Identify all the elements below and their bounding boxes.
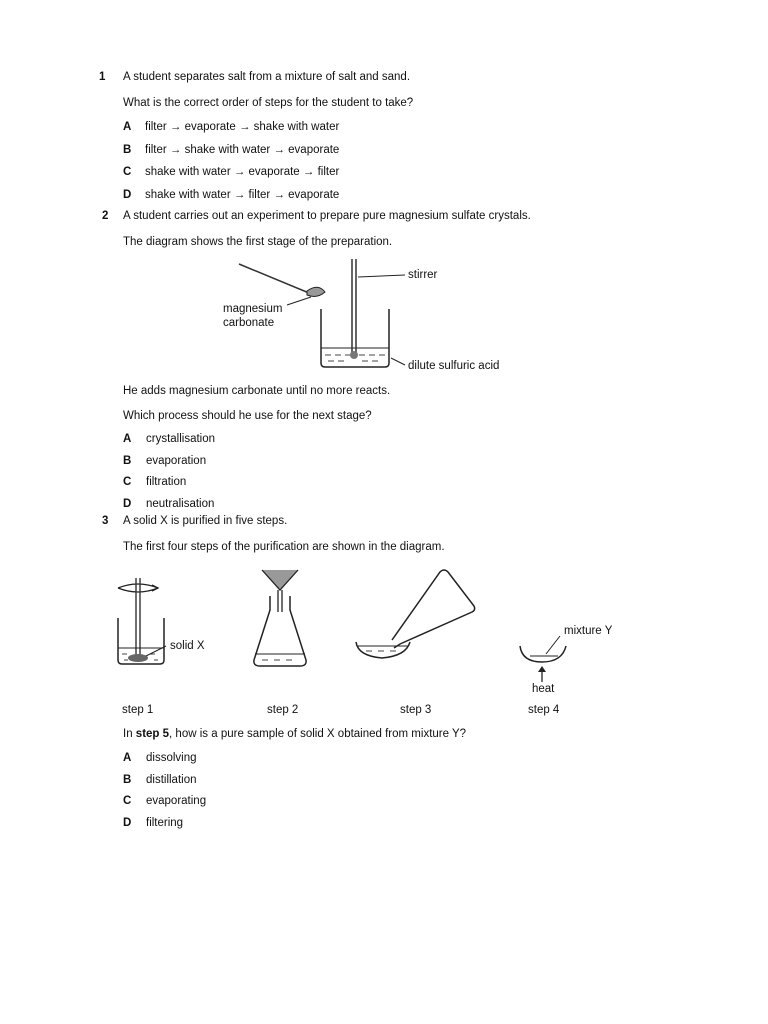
question-3-prompt <box>123 728 466 740</box>
q2-apparatus-diagram <box>215 255 515 375</box>
q3-label-solid-x: solid X <box>170 640 205 652</box>
q1-option-d-text: shake with water → filter → evaporate <box>145 189 340 201</box>
q3-option-a-text: dissolving <box>146 752 197 764</box>
q2-option-a-letter: A <box>123 433 132 445</box>
question-1-prompt: What is the correct order of steps for the student to take? <box>123 97 414 109</box>
q2-option-b-text: evaporation <box>146 455 207 467</box>
q2-option-b-letter: B <box>123 455 132 467</box>
question-2-stem: A student carries out an experiment to prepare pure magnesium sulfate crystals. <box>123 210 531 222</box>
q2-label-carbonate: carbonate <box>223 317 275 329</box>
question-1-stem: A student separates salt from a mixture of salt and sand. <box>123 71 411 83</box>
q1-option-c-letter: C <box>123 166 132 178</box>
q1-option-a-letter: A <box>123 121 132 133</box>
question-3-intro: The first four steps of the purification are shown in the diagram. <box>123 541 445 553</box>
q3-option-d-letter: D <box>123 817 132 829</box>
q1-option-d-letter: D <box>123 189 132 201</box>
question-3-stem: A solid X is purified in five steps. <box>123 515 288 527</box>
q2-option-d-letter: D <box>123 498 132 510</box>
q3-option-a-letter: A <box>123 752 132 764</box>
question-2-number: 2 <box>102 210 109 222</box>
q2-option-c-text: filtration <box>146 476 187 488</box>
q3-prompt-rest: , how is a pure sample of solid X obtained from mixture Y? <box>169 728 467 740</box>
q3-prompt-prefix: In <box>123 728 133 740</box>
question-1-number: 1 <box>99 71 106 83</box>
question-2-prompt: Which process should he use for the next stage? <box>123 410 372 422</box>
q1-option-b-text: filter → shake with water → evaporate <box>145 144 340 156</box>
question-2-intro: The diagram shows the first stage of the preparation. <box>123 236 393 248</box>
q3-label-step4: step 4 <box>528 704 560 716</box>
q3-label-step1: step 1 <box>122 704 154 716</box>
q2-option-c-letter: C <box>123 476 132 488</box>
q2-label-acid: dilute sulfuric acid <box>408 360 500 372</box>
q3-purification-diagram <box>100 560 660 720</box>
q3-label-step2: step 2 <box>267 704 299 716</box>
q2-option-d-text: neutralisation <box>146 498 215 510</box>
q3-option-d-text: filtering <box>146 817 184 829</box>
q2-label-magnesium: magnesium <box>223 303 283 315</box>
question-3-number: 3 <box>102 515 109 527</box>
q3-label-step3: step 3 <box>400 704 432 716</box>
q3-option-b-text: distillation <box>146 774 197 786</box>
q3-option-b-letter: B <box>123 774 132 786</box>
question-2-after: He adds magnesium carbonate until no more reacts. <box>123 385 391 397</box>
q1-option-b-letter: B <box>123 144 132 156</box>
q3-option-c-text: evaporating <box>146 795 207 807</box>
q2-option-a-text: crystallisation <box>146 433 216 445</box>
q3-prompt-bold: step 5 <box>135 728 170 740</box>
q1-option-a-text: filter → evaporate → shake with water <box>145 121 340 133</box>
q2-label-stirrer: stirrer <box>408 269 438 281</box>
q1-option-c-text: shake with water → evaporate → filter <box>145 166 340 178</box>
q3-option-c-letter: C <box>123 795 132 807</box>
q3-label-mixture-y: mixture Y <box>564 625 613 637</box>
q3-label-heat: heat <box>532 683 555 695</box>
